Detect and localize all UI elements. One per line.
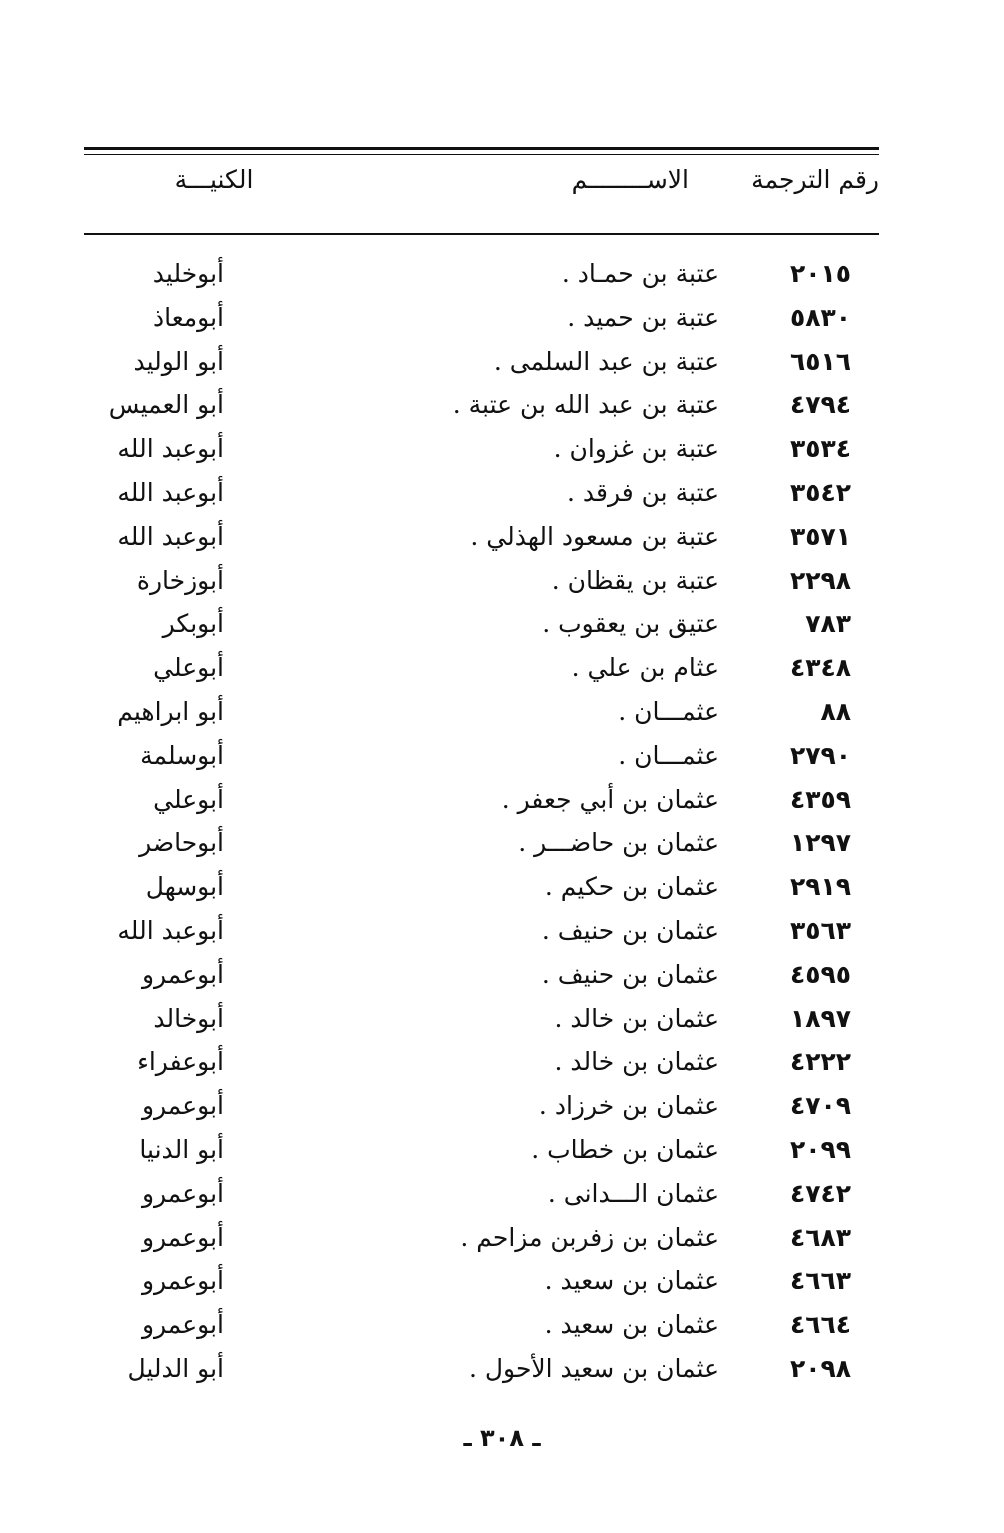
- entry-kunya: أبو العميس: [108, 390, 224, 420]
- entry-kunya: أبوعمرو: [141, 1178, 224, 1208]
- entry-number: ٢٠٩٩: [789, 1134, 851, 1164]
- entry-kunya: أبوسلمة: [140, 740, 224, 770]
- entry-number: ٤٦٨٣: [789, 1222, 851, 1252]
- table-row: [84, 778, 879, 822]
- entry-number: ٤٢٢٢: [789, 1047, 851, 1077]
- entry-name: عثمان بن حكيم .: [544, 872, 719, 902]
- table-row: [84, 296, 879, 340]
- entry-name: عثمان الـــدانى .: [547, 1178, 719, 1208]
- entry-kunya: أبوعمرو: [141, 1222, 224, 1252]
- table-row: [84, 1216, 879, 1260]
- table-row: [84, 734, 879, 778]
- entry-number: ٢٩١٩: [789, 872, 851, 902]
- entry-number: ٤٦٦٣: [789, 1266, 851, 1296]
- entry-number: ٤٣٤٨: [789, 653, 851, 683]
- table-row: [84, 953, 879, 997]
- entry-kunya: أبو الدنيا: [139, 1134, 224, 1164]
- entry-name: عتبة بن حمـاد .: [561, 259, 719, 288]
- entry-kunya: أبوخالد: [153, 1003, 224, 1033]
- table-row: [84, 515, 879, 559]
- table-row: [84, 865, 879, 909]
- table-row: [84, 1303, 879, 1347]
- entry-number: ٥٨٣٠: [789, 302, 851, 332]
- entry-number: ٣٥٤٢: [789, 477, 851, 507]
- table-row: [84, 602, 879, 646]
- entry-number: ٦٥١٦: [789, 346, 851, 376]
- entry-number: ٨٨: [820, 696, 851, 726]
- entry-number: ٤٣٥٩: [789, 784, 851, 814]
- table-body: [84, 252, 879, 1391]
- entry-number: ٧٨٣: [805, 609, 851, 639]
- entry-number: ٣٥٣٤: [789, 434, 851, 464]
- entry-number: ٢٢٩٨: [789, 565, 851, 595]
- entry-kunya: أبومعاذ: [152, 302, 224, 332]
- table-row: [84, 821, 879, 865]
- entry-name: عتبة بن غزوان .: [553, 434, 719, 464]
- entry-number: ٤٧٩٤: [789, 390, 851, 420]
- table-row: [84, 427, 879, 471]
- entry-kunya: أبوعلي: [153, 653, 224, 683]
- entry-kunya: أبوعبد الله: [117, 434, 224, 464]
- entry-kunya: أبوعلي: [153, 784, 224, 814]
- entry-kunya: أبوعبد الله: [117, 915, 224, 945]
- entry-kunya: أبو الدليل: [127, 1353, 224, 1383]
- table-row: [84, 909, 879, 953]
- table-row: [84, 1040, 879, 1084]
- table-row: [84, 997, 879, 1041]
- header-top-rule: [84, 147, 879, 150]
- entry-number: ٢٧٩٠: [789, 740, 851, 770]
- entry-kunya: أبوعفراء: [137, 1047, 224, 1077]
- header-bottom-rule: [84, 233, 879, 235]
- entry-name: عتبة بن يقظان .: [551, 565, 719, 595]
- entry-kunya: أبوعبد الله: [117, 521, 224, 551]
- table-row: [84, 690, 879, 734]
- entry-number: ٣٥٧١: [789, 521, 851, 551]
- table-row: [84, 340, 879, 384]
- table-row: [84, 1172, 879, 1216]
- table-row: [84, 1259, 879, 1303]
- entry-number: ٢٠١٥: [789, 259, 851, 288]
- header-number-label: رقم الترجمة: [751, 165, 879, 194]
- entry-name: عثمان بن حنيف .: [541, 915, 719, 945]
- entry-kunya: أبوحاضر: [139, 828, 224, 858]
- entry-name: عتبة بن عبد الله بن عتبة .: [452, 390, 719, 420]
- entry-name: عثمان بن سعيد .: [544, 1266, 719, 1296]
- entry-kunya: أبوسهل: [145, 872, 224, 902]
- table-row: [84, 559, 879, 603]
- entry-name: عثمان بن زفربن مزاحم .: [460, 1222, 719, 1252]
- entry-kunya: أبوخليد: [152, 259, 224, 288]
- entry-kunya: أبو ابراهيم: [117, 696, 224, 726]
- table-row: [84, 646, 879, 690]
- entry-name: عثمان بن سعيد الأحول .: [468, 1353, 719, 1383]
- header-top-thin-rule: [84, 154, 879, 155]
- entry-name: عثام بن علي .: [571, 653, 719, 683]
- entry-kunya: أبوبكر: [162, 609, 224, 639]
- entry-name: عثمان بن خالد .: [554, 1047, 719, 1077]
- entry-name: عثمان بن سعيد .: [544, 1310, 719, 1340]
- entry-number: ١٨٩٧: [789, 1003, 851, 1033]
- entry-kunya: أبوعمرو: [141, 1091, 224, 1121]
- table-header: [84, 165, 879, 205]
- entry-name: عتبة بن فرقد .: [566, 477, 719, 507]
- entry-number: ٣٥٦٣: [789, 915, 851, 945]
- header-kunya-label: الكنيـــة: [174, 165, 254, 194]
- entry-number: ٤٧٤٢: [789, 1178, 851, 1208]
- entry-name: عثمـــان .: [618, 696, 719, 726]
- entry-kunya: أبوعمرو: [141, 1310, 224, 1340]
- entry-number: ٤٦٦٤: [789, 1310, 851, 1340]
- entry-name: عتبة بن عبد السلمى .: [493, 346, 719, 376]
- entry-number: ٢٠٩٨: [789, 1353, 851, 1383]
- entry-name: عتبة بن مسعود الهذلي .: [470, 521, 719, 551]
- entry-name: عتبة بن حميد .: [567, 302, 719, 332]
- entry-name: عثمان بن خالد .: [554, 1003, 719, 1033]
- entry-number: ٤٧٠٩: [789, 1091, 851, 1121]
- table-row: [84, 1128, 879, 1172]
- entry-name: عثمان بن أبي جعفر .: [501, 784, 719, 814]
- entry-name: عثمـــان .: [618, 740, 719, 770]
- table-row: [84, 252, 879, 296]
- entry-kunya: أبوعمرو: [141, 959, 224, 989]
- entry-name: عثمان بن خطاب .: [531, 1134, 719, 1164]
- table-row: [84, 1084, 879, 1128]
- entry-name: عثمان بن حاضـــر .: [518, 828, 719, 858]
- page-number: ـ ٣٠٨ ـ: [463, 1424, 541, 1452]
- entry-name: عتيق بن يعقوب .: [542, 609, 719, 639]
- entry-kunya: أبوعمرو: [141, 1266, 224, 1296]
- entry-name: عثمان بن حنيف .: [541, 959, 719, 989]
- entry-name: عثمان بن خرزاد .: [538, 1091, 719, 1121]
- table-row: [84, 471, 879, 515]
- table-row: [84, 1347, 879, 1391]
- entry-number: ٤٥٩٥: [789, 959, 851, 989]
- header-name-label: الاســــــــم: [571, 165, 689, 194]
- table-row: [84, 383, 879, 427]
- entry-kunya: أبوعبد الله: [117, 477, 224, 507]
- entry-kunya: أبو الوليد: [133, 346, 224, 376]
- entry-kunya: أبوزخارة: [136, 565, 224, 595]
- entry-number: ١٢٩٧: [789, 828, 851, 858]
